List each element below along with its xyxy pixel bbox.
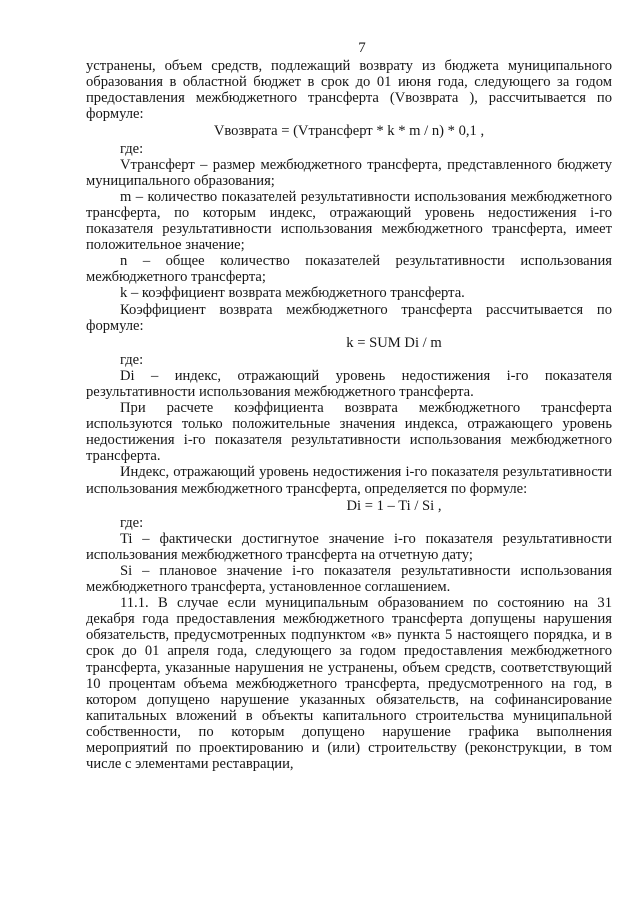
definition-ti: Ti – фактически достигнутое значение i-го показателя результативности использования межбюджетного трансферта на отчетную дату; — [86, 530, 612, 563]
formula-k: k = SUM Di / m — [346, 334, 442, 351]
definition-k: k – коэффициент возврата межбюджетного трансферта. — [120, 285, 465, 302]
paragraph-coefficient: Коэффициент возврата межбюджетного трансферта рассчитывается по формуле: — [86, 301, 612, 334]
definition-di: Di – индекс, отражающий уровень недостижения i-го показателя результативности использования межбюджетного трансферта. — [86, 367, 612, 400]
definition-vtransfert: Vтрансферт – размер межбюджетного трансферта, представленного бюджету муниципального образования; — [86, 156, 612, 189]
paragraph-index: Индекс, отражающий уровень недостижения i-го показателя результативности использования межбюджетного трансферта, определяется по формуле: — [86, 464, 612, 497]
formula-vozvrata: Vвозврата = (Vтрансферт * k * m / n) * 0,1 , — [213, 123, 485, 140]
formula-di: Di = 1 – Ti / Si , — [346, 497, 442, 514]
where-label: где: — [120, 514, 144, 531]
paragraph-11-1: 11.1. В случае если муниципальным образованием по состоянию на 31 декабря года предоставления межбюджетного трансферта допущены нарушения обязательств, предусмотренных подпунктом «в» пункта 5 настоящего порядка, и в срок до 01 апреля года, следующего за годом предоставления межбюджетного трансферта, указанные нарушения не устранены, объем средств, соответствующий 10 процентам объема межбюджетного трансферта, предусмотренного на год, в котором допущено нарушение указанных обязательств, на софинансирование капитальных вложений в объекты капитального строительства муниципальной собственности, по которым допущено нарушение графика выполнения мероприятий по проектированию и (или) строительству (реконструкции, в том числе с элементами реставрации, — [86, 595, 612, 773]
definition-si: Si – плановое значение i-го показателя результативности использования межбюджетного трансферта, установленное соглашением. — [86, 563, 612, 596]
page-number: 7 — [358, 40, 366, 56]
where-label: где: — [120, 140, 144, 157]
where-label: где: — [120, 351, 144, 368]
paragraph-positive-values: При расчете коэффициента возврата межбюджетного трансферта используются только положительные значения индекса, отражающего уровень недостижения i-го показателя результативности использования межбюджетного трансферта. — [86, 400, 612, 465]
paragraph-continuation: устранены, объем средств, подлежащий возврату из бюджета муниципального образования в областной бюджет в срок до 01 июня года, следующего за годом предоставления межбюджетного трансферта (Vвозврата ), рассчитывается по формуле: — [86, 58, 612, 123]
definition-m: m – количество показателей результативности использования межбюджетного трансферта, по которым индекс, отражающий уровень недостижения i-го показателя результативности использования межбюджетного трансферта, имеет положительное значение; — [86, 188, 612, 254]
definition-n: n – общее количество показателей результативности использования межбюджетного трансферта; — [86, 253, 612, 286]
